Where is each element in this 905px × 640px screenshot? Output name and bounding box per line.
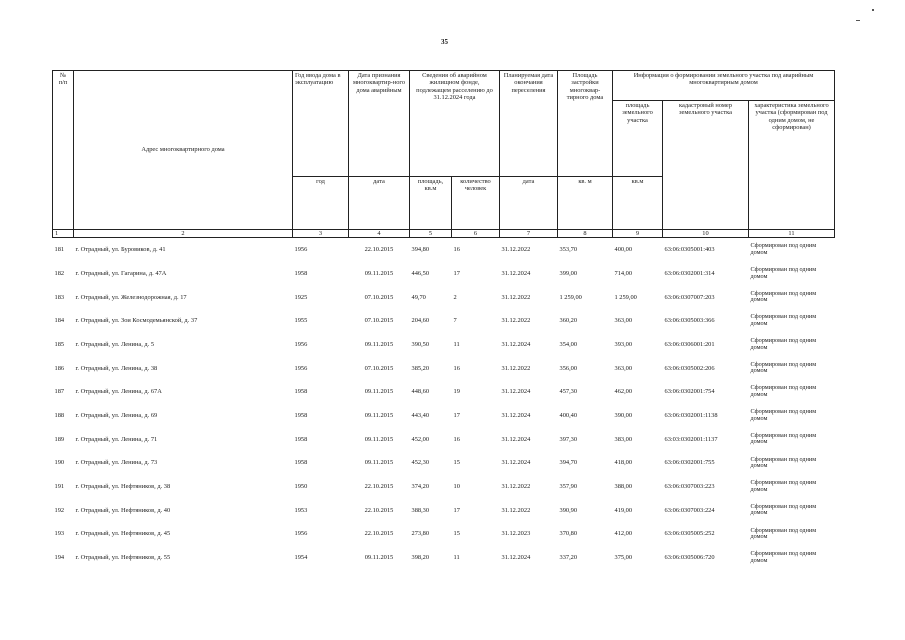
unit-year: год <box>293 177 349 230</box>
row-land-status: Сформирован под одним домом <box>750 384 817 398</box>
table-row <box>53 522 835 546</box>
row-people: 10 <box>453 483 460 491</box>
row-year: 1958 <box>294 411 308 419</box>
row-recognition-date: 07.10.2015 <box>364 364 394 372</box>
row-year: 1956 <box>294 246 308 254</box>
column-number: 4 <box>349 230 410 238</box>
row-build-area: 354,00 <box>559 340 578 348</box>
row-planned-date: 31.12.2024 <box>501 388 531 396</box>
row-year: 1950 <box>294 483 308 491</box>
header-row-number: № п/п <box>53 71 74 230</box>
row-recognition-date: 22.10.2015 <box>364 506 394 514</box>
row-year: 1956 <box>294 340 308 348</box>
row-number: 186 <box>54 364 65 372</box>
table-row <box>53 546 835 570</box>
row-area: 443,40 <box>411 411 430 419</box>
row-people: 16 <box>453 364 460 372</box>
row-people: 11 <box>453 340 460 348</box>
table-row <box>53 356 835 380</box>
table-row <box>53 262 835 286</box>
row-number: 190 <box>54 459 65 467</box>
row-address: г. Отрадный, ул. Нефтяников, д. 45 <box>75 530 171 538</box>
row-land-area: 419,00 <box>614 506 633 514</box>
row-year: 1958 <box>294 459 308 467</box>
row-planned-date: 31.12.2023 <box>501 530 531 538</box>
row-build-area: 394,70 <box>559 459 578 467</box>
row-people: 15 <box>453 459 460 467</box>
row-cadastral: 63:06:0302001:754 <box>664 388 715 396</box>
row-number: 189 <box>54 435 65 443</box>
row-land-status: Сформирован под одним домом <box>750 408 817 422</box>
row-build-area: 400,40 <box>559 411 578 419</box>
header-build-area: Площадь застройки многоквар-тирного дома <box>558 71 613 177</box>
row-number: 182 <box>54 269 65 277</box>
row-recognition-date: 09.11.2015 <box>364 340 394 348</box>
row-cadastral: 63:06:0307003:223 <box>664 483 715 491</box>
row-number: 194 <box>54 554 65 562</box>
row-recognition-date: 09.11.2015 <box>364 554 394 562</box>
row-land-area: 388,00 <box>614 483 633 491</box>
unit-build-area: кв. м <box>558 177 613 230</box>
row-area: 448,60 <box>411 388 430 396</box>
row-address: г. Отрадный, ул. Железнодорожная, д. 17 <box>75 293 187 301</box>
row-cadastral: 63:06:0305006:720 <box>664 554 715 562</box>
row-land-status: Сформирован под одним домом <box>750 431 817 446</box>
row-land-area: 412,00 <box>614 530 633 538</box>
row-cadastral: 63:06:0305001:403 <box>664 246 715 254</box>
header-emergency-fund: Сведения об аварийном жилищном фонде, подлежащем расселению до 31.12.2024 года <box>410 71 500 177</box>
row-year: 1954 <box>294 554 308 562</box>
unit-people: количество человек <box>452 177 500 230</box>
unit-land-area: кв.м <box>613 177 663 230</box>
row-number: 191 <box>54 483 65 491</box>
column-number: 8 <box>558 230 613 238</box>
row-planned-date: 31.12.2024 <box>501 340 531 348</box>
row-build-area: 353,70 <box>559 246 578 254</box>
row-build-area: 390,90 <box>559 506 578 514</box>
row-recognition-date: 07.10.2015 <box>364 317 394 325</box>
page-number: 35 <box>441 38 448 46</box>
row-address: г. Отрадный, ул. Нефтяников, д. 55 <box>75 554 171 562</box>
column-number: 9 <box>613 230 663 238</box>
row-recognition-date: 07.10.2015 <box>364 293 394 301</box>
row-land-status: Сформирован под одним домом <box>750 360 817 375</box>
row-land-status: Сформирован под одним домом <box>750 313 817 327</box>
table-row <box>53 333 835 357</box>
row-build-area: 397,30 <box>559 435 578 443</box>
row-land-status: Сформирован под одним домом <box>750 242 817 256</box>
row-number: 188 <box>54 411 65 419</box>
row-land-status: Сформирован под одним домом <box>750 289 817 304</box>
row-year: 1956 <box>294 530 308 538</box>
column-number: 10 <box>663 230 749 238</box>
row-people: 15 <box>453 530 460 538</box>
row-address: г. Отрадный, ул. Ленина, д. 38 <box>75 364 158 372</box>
table-row <box>53 499 835 523</box>
row-people: 17 <box>453 269 460 277</box>
row-area: 394,80 <box>411 246 430 254</box>
row-address: г. Отрадный, ул. Буровиков, д. 41 <box>75 246 166 254</box>
row-people: 19 <box>453 388 460 396</box>
row-address: г. Отрадный, ул. Ленина, д. 67А <box>75 388 162 396</box>
column-number: 5 <box>410 230 452 238</box>
header-planned-date: Планируемая дата окончания переселения <box>500 71 558 177</box>
row-number: 183 <box>54 293 65 301</box>
row-people: 11 <box>453 554 460 562</box>
row-build-area: 360,20 <box>559 317 578 325</box>
row-area: 390,50 <box>411 340 430 348</box>
row-land-status: Сформирован под одним домом <box>750 266 817 280</box>
row-recognition-date: 09.11.2015 <box>364 435 394 443</box>
unit-planned-date: дата <box>500 177 558 230</box>
row-planned-date: 31.12.2022 <box>501 506 531 514</box>
row-number: 181 <box>54 246 65 254</box>
row-address: г. Отрадный, ул. Ленина, д. 69 <box>75 411 158 419</box>
row-recognition-date: 22.10.2015 <box>364 483 394 491</box>
row-area: 385,20 <box>411 364 430 372</box>
row-number: 185 <box>54 340 65 348</box>
row-area: 446,50 <box>411 269 430 277</box>
row-recognition-date: 22.10.2015 <box>364 530 394 538</box>
row-cadastral: 63:06:0305002:206 <box>664 364 715 372</box>
header-land-status: характеристика земельного участка (сформирован под одним домом, не сформирован) <box>749 101 835 230</box>
row-planned-date: 31.12.2022 <box>501 483 531 491</box>
unit-area: площадь, кв.м <box>410 177 452 230</box>
header-cadastral: кадастровый номер земельного участка <box>663 101 749 230</box>
row-land-area: 400,00 <box>614 246 633 254</box>
row-cadastral: 63:03:0302001:1137 <box>664 435 718 443</box>
row-cadastral: 63:06:0302001:755 <box>664 459 715 467</box>
scan-mark <box>856 20 860 21</box>
row-build-area: 457,30 <box>559 388 578 396</box>
row-year: 1958 <box>294 435 308 443</box>
row-recognition-date: 22.10.2015 <box>364 246 394 254</box>
row-land-area: 363,00 <box>614 317 633 325</box>
row-recognition-date: 09.11.2015 <box>364 388 394 396</box>
column-number: 11 <box>749 230 835 238</box>
housing-registry-table <box>52 70 835 570</box>
row-number: 193 <box>54 530 65 538</box>
row-planned-date: 31.12.2022 <box>501 293 531 301</box>
row-planned-date: 31.12.2024 <box>501 269 531 277</box>
row-people: 7 <box>453 317 457 325</box>
row-year: 1955 <box>294 317 308 325</box>
row-build-area: 337,20 <box>559 554 578 562</box>
row-land-area: 383,00 <box>614 435 633 443</box>
row-address: г. Отрадный, ул. Ленина, д. 5 <box>75 340 155 348</box>
row-cadastral: 63:06:0302001:1138 <box>664 411 718 419</box>
row-land-status: Сформирован под одним домом <box>750 526 817 541</box>
row-land-area: 393,00 <box>614 340 633 348</box>
row-address: г. Отрадный, ул. Зои Космодемьянской, д. 37 <box>75 317 198 325</box>
row-people: 17 <box>453 411 460 419</box>
row-land-area: 462,00 <box>614 388 633 396</box>
column-number: 3 <box>293 230 349 238</box>
row-land-status: Сформирован под одним домом <box>750 337 817 351</box>
row-cadastral: 63:06:0306001:201 <box>664 340 715 348</box>
table-body <box>53 238 835 570</box>
row-build-area: 356,00 <box>559 364 578 372</box>
scan-mark <box>872 9 874 11</box>
row-land-area: 714,00 <box>614 269 633 277</box>
row-cadastral: 63:06:0305003:366 <box>664 317 715 325</box>
table-row <box>53 285 835 309</box>
row-land-area: 1 259,00 <box>614 293 637 301</box>
row-address: г. Отрадный, ул. Гагарина, д. 47А <box>75 269 167 277</box>
row-land-status: Сформирован под одним домом <box>750 550 817 564</box>
row-number: 192 <box>54 506 65 514</box>
row-build-area: 399,00 <box>559 269 578 277</box>
row-area: 452,30 <box>411 459 430 467</box>
row-area: 452,00 <box>411 435 430 443</box>
row-build-area: 1 259,00 <box>559 293 582 301</box>
row-planned-date: 31.12.2022 <box>501 246 531 254</box>
table-row <box>53 309 835 333</box>
row-planned-date: 31.12.2024 <box>501 435 531 443</box>
row-year: 1958 <box>294 388 308 396</box>
header-address: Адрес многоквартирного дома <box>74 71 293 230</box>
row-year: 1958 <box>294 269 308 277</box>
row-cadastral: 63:06:0307003:224 <box>664 506 715 514</box>
row-planned-date: 31.12.2024 <box>501 554 531 562</box>
row-people: 16 <box>453 435 460 443</box>
table-row <box>53 475 835 499</box>
column-numbers-row <box>53 230 835 238</box>
row-area: 388,30 <box>411 506 430 514</box>
row-number: 187 <box>54 388 65 396</box>
row-land-area: 363,00 <box>614 364 633 372</box>
row-year: 1956 <box>294 364 308 372</box>
row-address: г. Отрадный, ул. Ленина, д. 71 <box>75 435 158 443</box>
row-people: 17 <box>453 506 460 514</box>
row-address: г. Отрадный, ул. Нефтяников, д. 40 <box>75 506 171 514</box>
row-cadastral: 63:06:0305005:252 <box>664 530 715 538</box>
column-number: 7 <box>500 230 558 238</box>
header-land-plot-group: Информация о формировании земельного участка под аварийным многоквартирным домом <box>613 71 835 101</box>
row-address: г. Отрадный, ул. Ленина, д. 73 <box>75 459 158 467</box>
unit-date: дата <box>349 177 410 230</box>
table-row <box>53 238 835 262</box>
row-recognition-date: 09.11.2015 <box>364 269 394 277</box>
row-land-status: Сформирован под одним домом <box>750 479 817 493</box>
row-recognition-date: 09.11.2015 <box>364 411 394 419</box>
row-area: 49,70 <box>411 293 426 301</box>
row-cadastral: 63:06:0307007:203 <box>664 293 715 301</box>
table-row <box>53 404 835 428</box>
row-recognition-date: 09.11.2015 <box>364 459 394 467</box>
row-land-area: 418,00 <box>614 459 633 467</box>
row-land-status: Сформирован под одним домом <box>750 455 817 470</box>
header-date: Дата признания многоквартир-ного дома аварийным <box>349 71 410 177</box>
row-planned-date: 31.12.2022 <box>501 317 531 325</box>
row-area: 398,20 <box>411 554 430 562</box>
table-row <box>53 428 835 452</box>
row-planned-date: 31.12.2024 <box>501 459 531 467</box>
row-planned-date: 31.12.2022 <box>501 364 531 372</box>
header-year: Год ввода дома в эксплуатацию <box>293 71 349 177</box>
row-cadastral: 63:06:0302001:314 <box>664 269 715 277</box>
row-address: г. Отрадный, ул. Нефтяников, д. 38 <box>75 483 171 491</box>
table-row <box>53 380 835 404</box>
row-land-area: 390,00 <box>614 411 633 419</box>
column-number: 2 <box>74 230 293 238</box>
row-land-area: 375,00 <box>614 554 633 562</box>
row-build-area: 370,80 <box>559 530 578 538</box>
row-area: 204,60 <box>411 317 430 325</box>
column-number: 6 <box>452 230 500 238</box>
row-land-status: Сформирован под одним домом <box>750 502 817 517</box>
row-people: 2 <box>453 293 457 301</box>
row-year: 1953 <box>294 506 308 514</box>
row-planned-date: 31.12.2024 <box>501 411 531 419</box>
row-area: 374,20 <box>411 483 430 491</box>
table-row <box>53 451 835 475</box>
row-build-area: 357,90 <box>559 483 578 491</box>
row-year: 1925 <box>294 293 308 301</box>
row-area: 273,80 <box>411 530 430 538</box>
row-people: 16 <box>453 246 460 254</box>
row-number: 184 <box>54 317 65 325</box>
header-land-area: площадь земельного участка <box>613 101 663 177</box>
column-number: 1 <box>53 230 74 238</box>
